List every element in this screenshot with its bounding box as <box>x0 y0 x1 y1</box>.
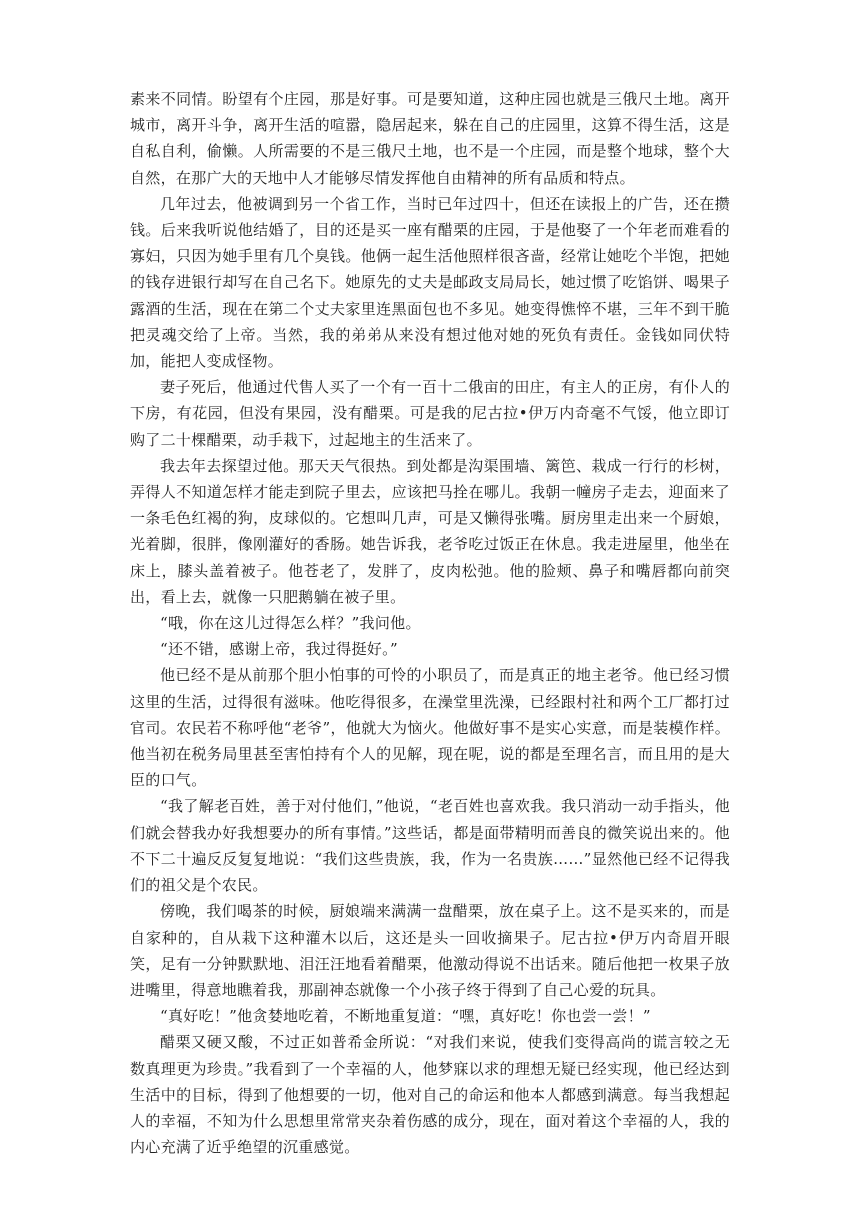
paragraph-11: 醋栗又硬又酸，不过正如普希金所说：“对我们来说，使我们变得高尚的谎言较之无数真理更为珍贵。”我看到了一个幸福的人，他梦寐以求的理想无疑已经实现，他已经达到生活中的目标，得到了他想要的一切，他对自己的命运和他本人都感到满意。每当我想起人的幸福，不知为什么思想里常常夹杂着伤感的成分，现在，面对着这个幸福的人，我的内心充满了近乎绝望的沉重感觉。 <box>130 1033 730 1157</box>
paragraph-2: 几年过去，他被调到另一个省工作，当时已年过四十，但还在读报上的广告，还在攒钱。后来我听说他结婚了，目的还是买一座有醋栗的庄园，于是他娶了一个年老而难看的寡妇，只因为她手里有几个臭钱。他俩一起生活他照样很吝啬，经常让她吃个半饱，把她的钱存进银行却写在自己名下。她原先的丈夫是邮政支局局长，她过惯了吃馅饼、喝果子露酒的生活，现在在第二个丈夫家里连黑面包也不多见。她变得憔悴不堪，三年不到干脆把灵魂交给了上帝。当然，我的弟弟从来没有想过他对她的死负有责任。金钱如同伏特加，能把人变成怪物。 <box>130 194 730 371</box>
paragraph-5: “哦，你在这儿过得怎么样？”我问他。 <box>160 614 421 633</box>
paragraph-3: 妻子死后，他通过代售人买了一个有一百十二俄亩的田庄，有主人的正房，有仆人的下房，有花园，但没有果园，没有醋栗。可是我的尼古拉•伊万内奇毫不气馁，他立即订购了二十棵醋栗，动手栽下，过起地主的生活来了。 <box>130 378 730 449</box>
paragraph-10: “真好吃！”他贪婪地吃着，不断地重复道：“嘿，真好吃！你也尝一尝！” <box>160 1007 651 1026</box>
paragraph-8: “我了解老百姓，善于对付他们，”他说，“老百姓也喜欢我。我只消动一动手指头，他们就会替我办好我想要办的所有事情。”这些话，都是面带精明而善良的微笑说出来的。他不下二十遍反反复复地说：“我们这些贵族，我，作为一名贵族……”显然他已经不记得我们的祖父是个农民。 <box>130 797 730 895</box>
paragraph-7: 他已经不是从前那个胆小怕事的可怜的小职员了，而是真正的地主老爷。他已经习惯这里的生活，过得很有滋味。他吃得很多，在澡堂里洗澡，已经跟村社和两个工厂都打过官司。农民若不称呼他“老爷”，他就大为恼火。他做好事不是实心实意，而是装模作样。他当初在税务局里甚至害怕持有个人的见解，现在呢，说的都是至理名言，而且用的是大臣的口气。 <box>130 666 730 790</box>
paragraph-4: 我去年去探望过他。那天天气很热。到处都是沟渠围墙、篱笆、栽成一行行的杉树，弄得人不知道怎样才能走到院子里去，应该把马拴在哪儿。我朝一幢房子走去，迎面来了一条毛色红褐的狗，皮球似的。它想叫几声，可是又懒得张嘴。厨房里走出来一个厨娘，光着脚，很胖，像刚灌好的香肠。她告诉我，老爷吃过饭正在休息。我走进屋里，他坐在床上，膝头盖着被子。他苍老了，发胖了，皮肉松弛。他的脸颊、鼻子和嘴唇都向前突出，看上去，就像一只肥鹅躺在被子里。 <box>130 456 730 606</box>
article-body <box>130 86 730 1160</box>
paragraph-9: 傍晚，我们喝茶的时候，厨娘端来满满一盘醋栗，放在桌子上。这不是买来的，而是自家种的，自从栽下这种灌木以后，这还是头一回收摘果子。尼古拉•伊万内奇眉开眼笑，足有一分钟默默地、泪汪汪地看着醋栗，他激动得说不出话来。随后他把一枚果子放进嘴里，得意地瞧着我，那副神态就像一个小孩子终于得到了自己心爱的玩具。 <box>130 902 730 999</box>
paragraph-6: “还不错，感谢上帝，我过得挺好。” <box>160 640 398 659</box>
paragraph-1: 素来不同情。盼望有个庄园，那是好事。可是要知道，这种庄园也就是三俄尺土地。离开城市，离开斗争，离开生活的喧嚣，隐居起来，躲在自己的庄园里，这算不得生活，这是自私自利，偷懒。人所需要的不是三俄尺土地，也不是一个庄园，而是整个地球，整个大自然，在那广大的天地中人才能够尽情发挥他自由精神的所有品质和特点。 <box>130 90 730 187</box>
